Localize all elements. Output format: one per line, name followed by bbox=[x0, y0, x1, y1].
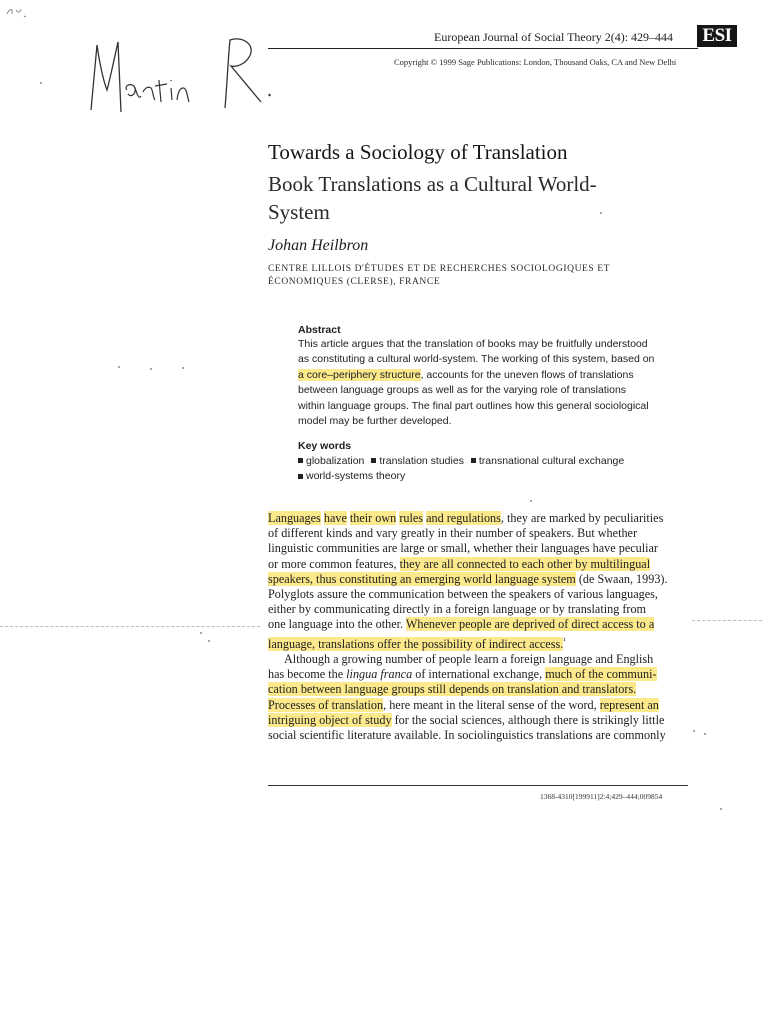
italic-term: lingua franca bbox=[346, 667, 413, 682]
abstract-heading: Abstract bbox=[298, 324, 341, 336]
highlighted-phrase: intriguing object of study bbox=[268, 712, 392, 727]
highlighted-phrase: they are all connected to each other by multilingual bbox=[399, 556, 651, 571]
article-code: 1368-4310[199911]2:4;429–444;009854 bbox=[540, 792, 663, 801]
keywords-row bbox=[298, 454, 690, 469]
keywords-heading: Key words bbox=[298, 440, 352, 452]
body-line bbox=[268, 633, 688, 652]
affiliation-line: ÉCONOMIQUES (CLERSE), FRANCE bbox=[268, 277, 441, 287]
body-line bbox=[268, 682, 688, 697]
scan-speck bbox=[118, 366, 120, 368]
bullet-icon bbox=[298, 474, 303, 479]
journal-citation: European Journal of Social Theory 2(4): 429–444 bbox=[434, 30, 674, 44]
highlighted-phrase: Languages bbox=[268, 511, 321, 525]
body-line: linguistic communities are large or small, whether their languages have peculiar bbox=[268, 541, 658, 556]
scan-speck bbox=[720, 808, 722, 810]
keyword: translation studies bbox=[379, 455, 464, 467]
header-divider bbox=[268, 48, 698, 49]
body-line: has become the lingua franca of international exchange, much of the communi- bbox=[268, 667, 657, 682]
author-name: Johan Heilbron bbox=[268, 237, 369, 254]
highlighted-phrase: Whenever people are deprived of direct access to a bbox=[405, 617, 655, 632]
footnote-marker: ¹ bbox=[563, 635, 566, 645]
abstract-text bbox=[298, 337, 690, 429]
body-line: social scientific literature available. In sociolinguistics translations are commonly bbox=[268, 727, 666, 742]
bullet-icon bbox=[371, 458, 376, 463]
abstract-line: This article argues that the translation of books may be fruitfully understood bbox=[298, 338, 648, 350]
abstract-line: as constituting a cultural world-system. The working of this system, based on bbox=[298, 353, 655, 366]
body-paragraphs bbox=[268, 511, 688, 743]
highlighted-phrase: and regulations bbox=[426, 511, 501, 525]
body-line: of different kinds and vary greatly in their number of speakers. But whether bbox=[268, 526, 638, 541]
handwritten-signature bbox=[85, 30, 285, 120]
bullet-icon bbox=[298, 458, 303, 463]
highlighted-phrase: cation between language groups still depends on translation and translators. bbox=[268, 682, 637, 697]
scan-speck bbox=[600, 212, 602, 214]
highlighted-phrase: speakers, thus constituting an emerging world language system bbox=[268, 571, 576, 586]
keyword: world-systems theory bbox=[306, 470, 406, 483]
scan-artifact bbox=[0, 626, 260, 627]
scan-speck bbox=[200, 632, 202, 634]
highlighted-phrase: their own bbox=[349, 511, 397, 525]
scan-speck bbox=[40, 82, 42, 84]
body-line: intriguing object of study for the social sciences, although there is strikingly little bbox=[268, 712, 665, 727]
body-line: or more common features, they are all connected to each other by multilingual bbox=[268, 556, 651, 571]
scan-speck bbox=[693, 730, 695, 732]
body-line: Processes of translation, here meant in the literal sense of the word, represent an bbox=[268, 697, 659, 712]
article-subtitle: Book Translations as a Cultural World-System bbox=[268, 172, 597, 224]
scan-speck bbox=[208, 640, 210, 642]
abstract-line: between language groups as well as for the varying role of translations bbox=[298, 384, 627, 397]
body-line: one language into the other. Whenever people are deprived of direct access to a bbox=[268, 617, 655, 632]
scan-speck bbox=[530, 500, 532, 502]
bullet-icon bbox=[471, 458, 476, 463]
copyright-notice: Copyright © 1999 Sage Publications: London, Thousand Oaks, CA and New Delhi bbox=[394, 57, 677, 67]
body-line: Languages have their own rules and regulations, they are marked by peculiarities bbox=[268, 511, 664, 525]
abstract-line: model may be further developed. bbox=[298, 415, 452, 428]
keywords-row bbox=[298, 469, 690, 484]
footer-divider bbox=[268, 785, 688, 786]
scan-artifact bbox=[692, 620, 762, 621]
highlighted-phrase: represent an bbox=[599, 697, 659, 712]
keyword: globalization bbox=[306, 455, 365, 467]
body-line: either by communicating directly in a foreign language or by translating from bbox=[268, 602, 647, 617]
scan-speck bbox=[182, 367, 184, 369]
highlighted-phrase: a core–periphery structure bbox=[298, 368, 421, 381]
highlighted-phrase: Processes of translation bbox=[268, 697, 384, 712]
highlighted-phrase: rules bbox=[399, 511, 424, 525]
keywords-list bbox=[298, 454, 690, 485]
body-line: Although a growing number of people learn a foreign language and English bbox=[284, 651, 654, 666]
highlighted-phrase: have bbox=[323, 511, 347, 525]
publisher-logo: ESI bbox=[697, 25, 737, 47]
affiliation-line: CENTRE LILLOIS D'ÉTUDES ET DE RECHERCHES SOCIOLOGIQUES ET bbox=[268, 264, 611, 274]
scan-speck bbox=[704, 733, 706, 735]
highlighted-phrase: much of the communi- bbox=[545, 667, 657, 682]
abstract-line: within language groups. The final part outlines how this general sociological bbox=[298, 399, 649, 412]
author-affiliation bbox=[268, 263, 668, 289]
pencil-mark bbox=[4, 4, 30, 22]
article-title: Towards a Sociology of Translation bbox=[268, 140, 568, 164]
highlighted-phrase: language, translations offer the possibility of indirect access. bbox=[268, 636, 564, 651]
body-line: speakers, thus constituting an emerging world language system (de Swaan, 1993). bbox=[268, 571, 668, 586]
abstract-line-highlighted: a core–periphery structure, accounts for the uneven flows of translations bbox=[298, 368, 634, 381]
scan-speck bbox=[150, 368, 152, 370]
keyword: transnational cultural exchange bbox=[478, 455, 625, 467]
body-line: Polyglots assure the communication between the speakers of various languages, bbox=[268, 587, 658, 602]
